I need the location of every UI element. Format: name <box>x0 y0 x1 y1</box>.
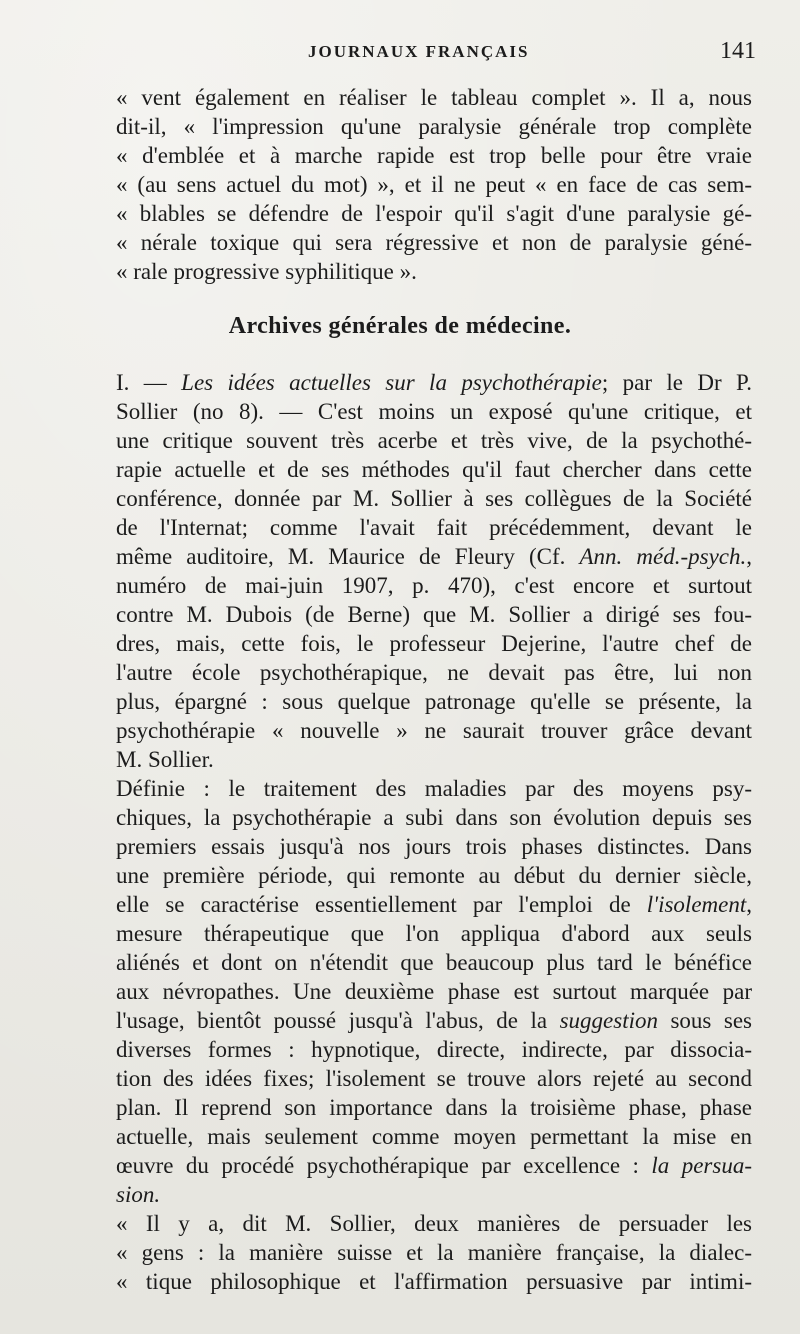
text-line-suggestion <box>116 1007 752 1035</box>
emphasis-term: l'isolement <box>646 892 747 917</box>
article-heading-line <box>116 369 752 397</box>
text-line: sion. <box>116 1182 161 1207</box>
article-title: Les idées actuelles sur la psychothérapie <box>181 370 602 395</box>
text-line: mesure thérapeutique que l'on appliqua d'abord aux seuls <box>116 921 752 946</box>
text-line: « gens : la manière suisse et la manière française, la dialec- <box>116 1240 752 1265</box>
text-line: Sollier (no 8). — C'est moins un exposé qu'une critique, et <box>116 399 752 424</box>
text-line: « blables se défendre de l'espoir qu'il s'agit d'une paralysie gé- <box>116 201 752 226</box>
text-line: l'autre école psychothérapique, ne devait pas être, lui non <box>116 660 752 685</box>
text-line: « vent également en réaliser le tableau complet ». Il a, nous <box>116 85 752 110</box>
emphasis-term: suggestion <box>559 1008 658 1033</box>
text-line: M. Sollier. <box>116 747 214 772</box>
text-line: dres, mais, cette fois, le professeur Dejerine, l'autre chef de <box>116 631 752 656</box>
text-line: une critique souvent très acerbe et très vive, de la psychothé- <box>116 428 752 453</box>
text-line: plus, épargné : sous quelque patronage qu'elle se présente, la <box>116 689 752 714</box>
text-line: rapie actuelle et de ses méthodes qu'il faut chercher dans cette <box>116 457 752 482</box>
text-line-persuasion <box>116 1152 752 1180</box>
text-line: actuelle, mais seulement comme moyen permettant la mise en <box>116 1124 752 1149</box>
text-fragment: sous ses <box>657 1008 752 1033</box>
article-author: ; par le Dr P. <box>601 370 752 395</box>
text-fragment: même auditoire, M. Maurice de Fleury (Cf. <box>116 544 580 569</box>
text-line: « nérale toxique qui sera régressive et non de paralysie géné- <box>116 230 752 255</box>
text-line: aux névropathes. Une deuxième phase est surtout marquée par <box>116 979 752 1004</box>
article-number: I. — <box>116 370 182 395</box>
text-line: « rale progressive syphilitique ». <box>116 259 417 284</box>
page-header <box>116 38 756 72</box>
page-number: 141 <box>720 38 756 64</box>
text-line-isolement <box>116 891 752 919</box>
text-line: « (au sens actuel du mot) », et il ne peut « en face de cas sem- <box>116 172 752 197</box>
text-line: aliénés et dont on n'étendit que beaucoup plus tard le bénéfice <box>116 950 752 975</box>
text-fragment: elle se caractérise essentiellement par l'emploi de <box>116 892 647 917</box>
text-fragment: , <box>746 544 752 569</box>
text-line: tion des idées fixes; l'isolement se trouve alors rejeté au second <box>116 1066 752 1091</box>
text-line: psychothérapie « nouvelle » ne saurait trouver grâce devant <box>116 718 752 743</box>
running-title: JOURNAUX FRANÇAIS <box>308 42 530 61</box>
text-line: de l'Internat; comme l'avait fait précédemment, devant le <box>116 515 752 540</box>
text-fragment: , <box>746 892 752 917</box>
text-line: chiques, la psychothérapie a subi dans son évolution depuis ses <box>116 805 752 830</box>
text-line: dit-il, « l'impression qu'une paralysie générale trop complète <box>116 114 752 139</box>
text-line: « tique philosophique et l'affirmation persuasive par intimi- <box>116 1269 752 1294</box>
text-line: diverses formes : hypnotique, directe, indirecte, par dissocia- <box>116 1037 752 1062</box>
text-line: une première période, qui remonte au début du dernier siècle, <box>116 863 752 888</box>
section-title: Archives générales de médecine. <box>228 313 572 339</box>
text-fragment: l'usage, bientôt poussé jusqu'à l'abus, de la <box>116 1008 560 1033</box>
text-line: « d'emblée et à marche rapide est trop belle pour être vraie <box>116 143 752 168</box>
text-line: « Il y a, dit M. Sollier, deux manières de persuader les <box>116 1211 752 1236</box>
text-line-reference <box>116 543 752 571</box>
text-line: numéro de mai-juin 1907, p. 470), c'est encore et surtout <box>116 573 752 598</box>
text-fragment: œuvre du procédé psychothérapique par excellence : <box>116 1153 652 1178</box>
text-line: conférence, donnée par M. Sollier à ses collègues de la Société <box>116 486 752 511</box>
text-line: premiers essais jusqu'à nos jours trois phases distinctes. Dans <box>116 834 752 859</box>
text-line: contre M. Dubois (de Berne) que M. Sollier a dirigé ses fou- <box>116 602 752 627</box>
emphasis-term: la persua- <box>651 1153 752 1178</box>
text-line: Définie : le traitement des maladies par des moyens psy- <box>116 776 752 801</box>
journal-reference: Ann. méd.-psych. <box>579 544 747 569</box>
text-line: plan. Il reprend son importance dans la troisième phase, phase <box>116 1095 752 1120</box>
